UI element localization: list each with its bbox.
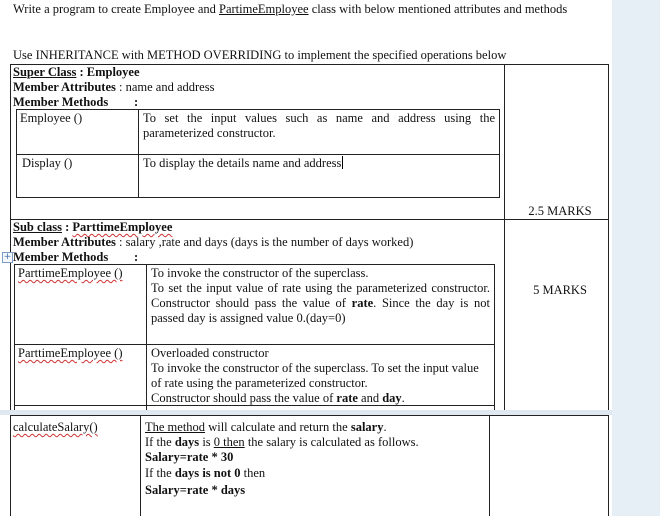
side-panel — [612, 0, 660, 516]
calc-text: then — [240, 466, 266, 480]
sub-methods-label: Member Methods — [13, 250, 109, 264]
parttime-constructor-method: ParttimeEmployee () — [18, 266, 123, 280]
calc-bold-not-zero: is not 0 — [199, 466, 241, 480]
calc-line-2 — [145, 435, 419, 450]
parttime-overloaded-method: ParttimeEmployee () — [18, 346, 123, 360]
super-attributes-label: Member Attributes — [13, 80, 116, 94]
calc-text: If the — [145, 435, 175, 449]
calc-bold-salary: salary — [350, 420, 384, 434]
calc-text: If the — [145, 466, 175, 480]
desc-text: and — [357, 391, 383, 405]
calc-text: . — [383, 420, 387, 434]
sub-class-label: Sub class — [13, 220, 62, 234]
parttime-overloaded-desc-line2: To invoke the constructor of the superclass. To set the input value of rate using the parameterized constructor. — [151, 361, 479, 390]
desc-text: . — [401, 391, 405, 405]
intro-class-name: PartimeEmployee — [219, 2, 309, 16]
super-marks: 2.5 MARKS — [528, 204, 592, 218]
super-methods-colon: : — [134, 95, 139, 109]
sub-marks: 5 MARKS — [533, 283, 587, 297]
super-class-title — [13, 65, 140, 80]
sub-attributes-value: : salary ,rate and days (days is the number of days worked) — [115, 235, 414, 249]
instruction-line: Use INHERITANCE with METHOD OVERRIDING to implement the specified operations below — [13, 48, 507, 62]
calculate-salary-method: calculateSalary() — [13, 420, 98, 434]
intro-text-a: Write a program to create Employee and — [13, 2, 219, 16]
calc-line-1 — [145, 420, 387, 435]
sub-class-name: ParttimeEmployee — [72, 220, 173, 234]
desc-text: Constructor should pass the value of — [151, 391, 337, 405]
calc-zero-then: 0 then — [213, 435, 245, 449]
desc-text: . Since the day is not passed day is assigned value 0.(day=0) — [151, 296, 491, 325]
parttime-overloaded-desc-line1: Overloaded constructor — [151, 346, 269, 360]
intro-paragraph — [13, 2, 608, 17]
calc-formula-30: Salary=rate * 30 — [145, 450, 234, 464]
intro-text-c: class with below mentioned attributes and methods — [308, 2, 568, 16]
calc-text: is — [199, 435, 214, 449]
text-cursor — [342, 156, 343, 169]
sub-attributes-label: Member Attributes — [13, 235, 116, 249]
desc-bold-rate: rate — [336, 391, 358, 405]
parttime-overloaded-desc — [151, 346, 490, 406]
desc-text: To set the input value of rate using the parameterized constructor. Constructor should pass the value of — [151, 281, 490, 310]
calc-formula-days: Salary=rate * days — [145, 483, 246, 497]
calc-bold-days: days — [174, 435, 200, 449]
calc-line-4 — [145, 466, 265, 481]
employee-constructor-method: Employee () — [20, 111, 83, 125]
parttime-overloaded-desc-line3 — [151, 391, 490, 406]
parttime-constructor-desc — [151, 266, 490, 326]
sub-class-colon: : — [61, 220, 73, 234]
super-class-label: Super Class — [13, 65, 77, 79]
parttime-constructor-desc-line2 — [151, 281, 490, 326]
employee-constructor-desc: To set the input values such as name and address using the parameterized constructor. — [143, 111, 495, 140]
display-method: Display () — [22, 156, 73, 170]
table-move-handle-icon[interactable]: + — [3, 252, 12, 262]
sub-attributes — [13, 235, 413, 250]
sub-methods-colon: : — [134, 250, 139, 264]
desc-bold-rate: rate — [351, 296, 374, 310]
display-desc — [143, 156, 343, 171]
calc-bold-days: days — [174, 466, 200, 480]
display-desc-text: To display the details name and address — [143, 156, 342, 170]
calc-text: the salary is calculated as follows. — [244, 435, 419, 449]
super-attributes-value: : name and address — [115, 80, 215, 94]
super-attributes — [13, 80, 214, 95]
parttime-constructor-desc-line1: To invoke the constructor of the superclass. — [151, 266, 369, 280]
super-methods-label: Member Methods — [13, 95, 109, 109]
super-class-name: : Employee — [76, 65, 140, 79]
desc-bold-day: day — [382, 391, 402, 405]
calc-text: will calculate and return the — [205, 420, 351, 434]
sub-class-title — [13, 220, 172, 235]
calc-text: The method — [145, 420, 206, 434]
